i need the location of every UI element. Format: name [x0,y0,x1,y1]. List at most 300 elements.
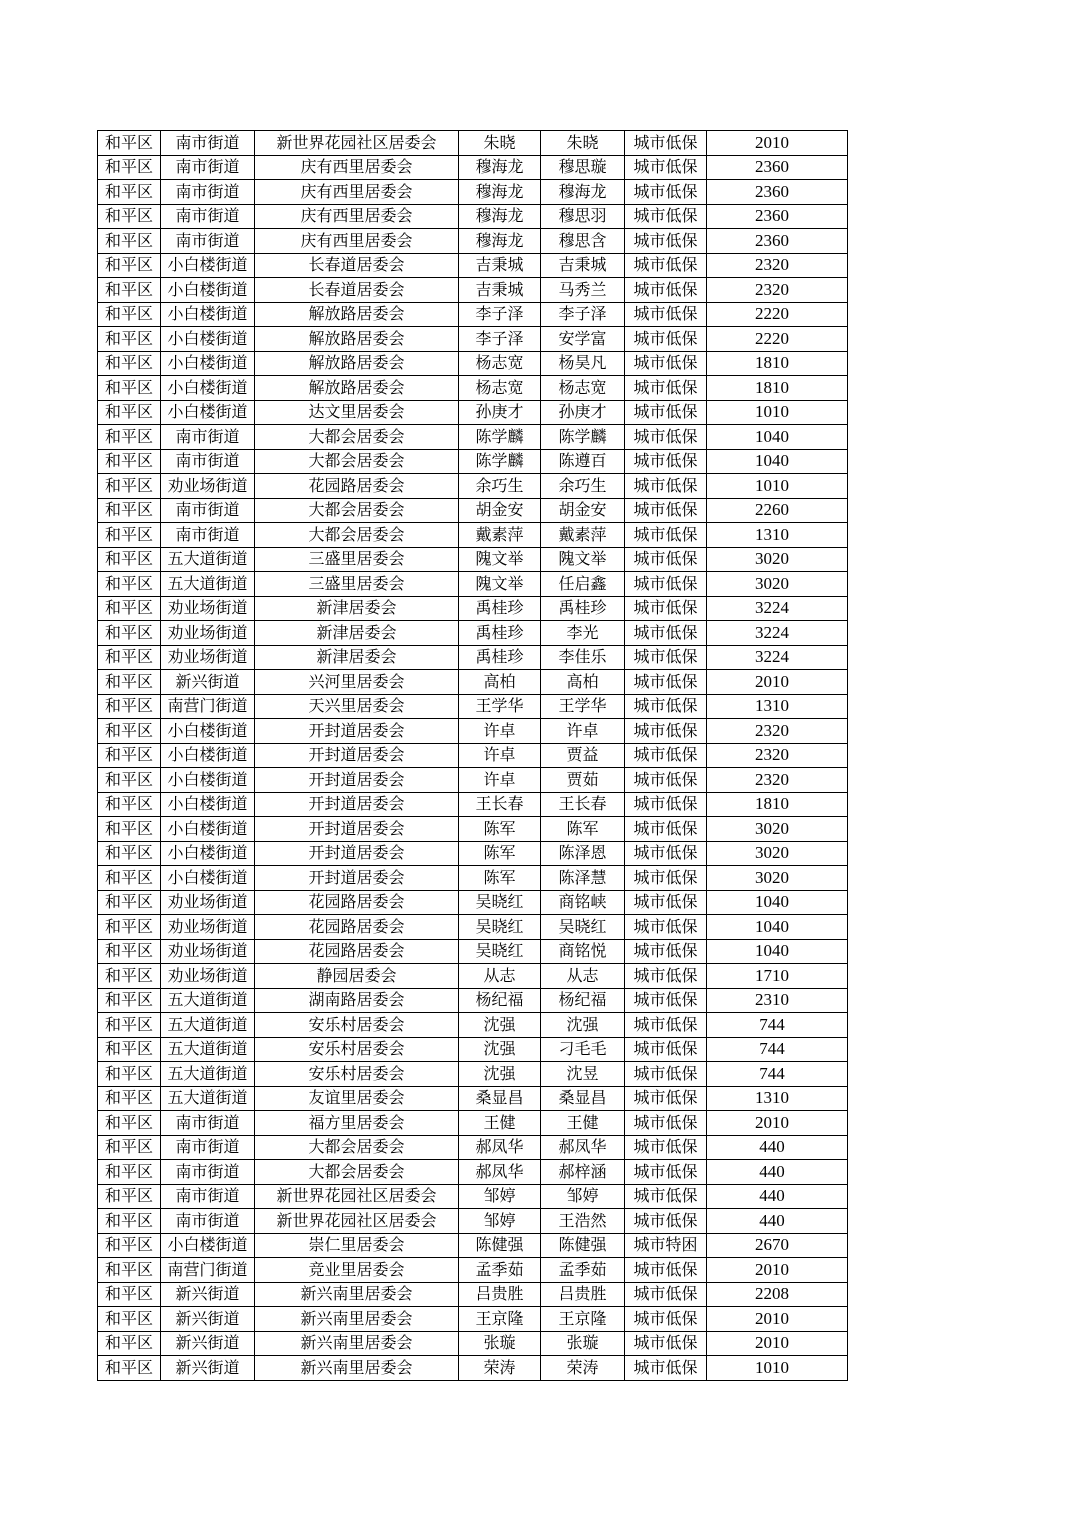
amount-cell: 1010 [707,1356,848,1381]
street-cell: 小白楼街道 [161,351,255,376]
district-cell: 和平区 [98,1013,161,1038]
amount-cell: 2360 [707,204,848,229]
street-cell: 劝业场街道 [161,964,255,989]
member-cell: 吕贵胜 [541,1282,625,1307]
applicant-cell: 郝凤华 [459,1160,541,1185]
member-cell: 陈军 [541,817,625,842]
member-cell: 郝梓涵 [541,1160,625,1185]
district-cell: 和平区 [98,964,161,989]
assistance-type-cell: 城市低保 [625,743,707,768]
applicant-cell: 杨纪福 [459,988,541,1013]
benefit-records-table [97,130,848,1381]
applicant-cell: 禹桂珍 [459,621,541,646]
table-row [98,547,848,572]
street-cell: 劝业场街道 [161,474,255,499]
assistance-type-cell: 城市低保 [625,1013,707,1038]
street-cell: 小白楼街道 [161,278,255,303]
street-cell: 劝业场街道 [161,621,255,646]
amount-cell: 1040 [707,890,848,915]
member-cell: 余巧生 [541,474,625,499]
amount-cell: 2010 [707,1331,848,1356]
assistance-type-cell: 城市低保 [625,719,707,744]
member-cell: 李佳乐 [541,645,625,670]
committee-cell: 新兴南里居委会 [255,1307,459,1332]
district-cell: 和平区 [98,1233,161,1258]
district-cell: 和平区 [98,768,161,793]
district-cell: 和平区 [98,1062,161,1087]
member-cell: 沈强 [541,1013,625,1038]
district-cell: 和平区 [98,817,161,842]
applicant-cell: 杨志宽 [459,351,541,376]
table-row [98,1184,848,1209]
assistance-type-cell: 城市特困 [625,1233,707,1258]
applicant-cell: 杨志宽 [459,376,541,401]
assistance-type-cell: 城市低保 [625,547,707,572]
member-cell: 郝凤华 [541,1135,625,1160]
committee-cell: 福方里居委会 [255,1111,459,1136]
table-row [98,1062,848,1087]
district-cell: 和平区 [98,743,161,768]
street-cell: 劝业场街道 [161,939,255,964]
committee-cell: 新津居委会 [255,621,459,646]
committee-cell: 长春道居委会 [255,253,459,278]
street-cell: 南市街道 [161,1209,255,1234]
member-cell: 贾茹 [541,768,625,793]
district-cell: 和平区 [98,1282,161,1307]
amount-cell: 3020 [707,572,848,597]
committee-cell: 湖南路居委会 [255,988,459,1013]
street-cell: 新兴街道 [161,1282,255,1307]
street-cell: 小白楼街道 [161,817,255,842]
table-row [98,1331,848,1356]
amount-cell: 1010 [707,474,848,499]
table-row [98,498,848,523]
street-cell: 五大道街道 [161,1037,255,1062]
district-cell: 和平区 [98,1356,161,1381]
committee-cell: 崇仁里居委会 [255,1233,459,1258]
street-cell: 小白楼街道 [161,327,255,352]
assistance-type-cell: 城市低保 [625,425,707,450]
street-cell: 劝业场街道 [161,596,255,621]
district-cell: 和平区 [98,449,161,474]
amount-cell: 2010 [707,1258,848,1283]
district-cell: 和平区 [98,425,161,450]
assistance-type-cell: 城市低保 [625,645,707,670]
table-row [98,719,848,744]
street-cell: 五大道街道 [161,1062,255,1087]
amount-cell: 3020 [707,817,848,842]
assistance-type-cell: 城市低保 [625,449,707,474]
street-cell: 南市街道 [161,155,255,180]
assistance-type-cell: 城市低保 [625,376,707,401]
assistance-type-cell: 城市低保 [625,817,707,842]
committee-cell: 庆有西里居委会 [255,229,459,254]
street-cell: 南市街道 [161,1111,255,1136]
assistance-type-cell: 城市低保 [625,180,707,205]
district-cell: 和平区 [98,866,161,891]
applicant-cell: 沈强 [459,1013,541,1038]
district-cell: 和平区 [98,351,161,376]
assistance-type-cell: 城市低保 [625,278,707,303]
amount-cell: 2220 [707,327,848,352]
assistance-type-cell: 城市低保 [625,964,707,989]
committee-cell: 花园路居委会 [255,474,459,499]
district-cell: 和平区 [98,498,161,523]
applicant-cell: 邹婷 [459,1184,541,1209]
street-cell: 五大道街道 [161,988,255,1013]
district-cell: 和平区 [98,155,161,180]
table-row [98,131,848,156]
street-cell: 五大道街道 [161,572,255,597]
assistance-type-cell: 城市低保 [625,1111,707,1136]
amount-cell: 744 [707,1037,848,1062]
committee-cell: 解放路居委会 [255,302,459,327]
assistance-type-cell: 城市低保 [625,1356,707,1381]
assistance-type-cell: 城市低保 [625,155,707,180]
street-cell: 小白楼街道 [161,253,255,278]
committee-cell: 新世界花园社区居委会 [255,1209,459,1234]
committee-cell: 天兴里居委会 [255,694,459,719]
applicant-cell: 陈学麟 [459,449,541,474]
member-cell: 陈学麟 [541,425,625,450]
district-cell: 和平区 [98,988,161,1013]
amount-cell: 1040 [707,915,848,940]
assistance-type-cell: 城市低保 [625,1135,707,1160]
table-row [98,694,848,719]
street-cell: 小白楼街道 [161,1233,255,1258]
street-cell: 南营门街道 [161,694,255,719]
amount-cell: 2320 [707,719,848,744]
committee-cell: 新津居委会 [255,596,459,621]
table-body [98,131,848,1381]
applicant-cell: 朱晓 [459,131,541,156]
amount-cell: 3224 [707,621,848,646]
amount-cell: 2360 [707,180,848,205]
applicant-cell: 吴晓红 [459,890,541,915]
applicant-cell: 穆海龙 [459,229,541,254]
member-cell: 李光 [541,621,625,646]
district-cell: 和平区 [98,572,161,597]
assistance-type-cell: 城市低保 [625,1209,707,1234]
district-cell: 和平区 [98,841,161,866]
assistance-type-cell: 城市低保 [625,694,707,719]
district-cell: 和平区 [98,1184,161,1209]
table-row [98,474,848,499]
member-cell: 安学富 [541,327,625,352]
applicant-cell: 陈学麟 [459,425,541,450]
member-cell: 穆思璇 [541,155,625,180]
table-row [98,841,848,866]
table-row [98,988,848,1013]
committee-cell: 安乐村居委会 [255,1013,459,1038]
table-row [98,939,848,964]
table-row [98,180,848,205]
table-row [98,449,848,474]
applicant-cell: 吴晓红 [459,939,541,964]
committee-cell: 新津居委会 [255,645,459,670]
committee-cell: 庆有西里居委会 [255,155,459,180]
committee-cell: 开封道居委会 [255,866,459,891]
committee-cell: 开封道居委会 [255,743,459,768]
street-cell: 小白楼街道 [161,841,255,866]
street-cell: 南市街道 [161,1160,255,1185]
member-cell: 陈泽慧 [541,866,625,891]
table-row [98,1111,848,1136]
amount-cell: 3020 [707,841,848,866]
assistance-type-cell: 城市低保 [625,1086,707,1111]
assistance-type-cell: 城市低保 [625,939,707,964]
committee-cell: 开封道居委会 [255,841,459,866]
member-cell: 荣涛 [541,1356,625,1381]
amount-cell: 2670 [707,1233,848,1258]
applicant-cell: 孙庚才 [459,400,541,425]
committee-cell: 兴河里居委会 [255,670,459,695]
committee-cell: 花园路居委会 [255,939,459,964]
applicant-cell: 许卓 [459,743,541,768]
member-cell: 隗文举 [541,547,625,572]
amount-cell: 1710 [707,964,848,989]
applicant-cell: 禹桂珍 [459,645,541,670]
member-cell: 杨纪福 [541,988,625,1013]
amount-cell: 1040 [707,425,848,450]
amount-cell: 1010 [707,400,848,425]
table-row [98,1233,848,1258]
committee-cell: 解放路居委会 [255,351,459,376]
committee-cell: 大都会居委会 [255,1135,459,1160]
street-cell: 劝业场街道 [161,890,255,915]
applicant-cell: 许卓 [459,719,541,744]
table-row [98,964,848,989]
committee-cell: 新兴南里居委会 [255,1331,459,1356]
assistance-type-cell: 城市低保 [625,1160,707,1185]
applicant-cell: 张璇 [459,1331,541,1356]
applicant-cell: 穆海龙 [459,155,541,180]
member-cell: 任启鑫 [541,572,625,597]
committee-cell: 庆有西里居委会 [255,180,459,205]
amount-cell: 1810 [707,376,848,401]
district-cell: 和平区 [98,670,161,695]
table-row [98,1160,848,1185]
assistance-type-cell: 城市低保 [625,866,707,891]
applicant-cell: 许卓 [459,768,541,793]
applicant-cell: 戴素萍 [459,523,541,548]
amount-cell: 3020 [707,866,848,891]
applicant-cell: 吕贵胜 [459,1282,541,1307]
street-cell: 小白楼街道 [161,792,255,817]
assistance-type-cell: 城市低保 [625,1282,707,1307]
table-row [98,400,848,425]
assistance-type-cell: 城市低保 [625,1062,707,1087]
member-cell: 张璇 [541,1331,625,1356]
amount-cell: 1040 [707,449,848,474]
applicant-cell: 李子泽 [459,302,541,327]
table-row [98,1282,848,1307]
member-cell: 桑显昌 [541,1086,625,1111]
applicant-cell: 陈健强 [459,1233,541,1258]
district-cell: 和平区 [98,792,161,817]
member-cell: 戴素萍 [541,523,625,548]
street-cell: 五大道街道 [161,1086,255,1111]
member-cell: 陈泽恩 [541,841,625,866]
member-cell: 高柏 [541,670,625,695]
member-cell: 商铭峡 [541,890,625,915]
assistance-type-cell: 城市低保 [625,498,707,523]
member-cell: 朱晓 [541,131,625,156]
table-row [98,351,848,376]
committee-cell: 开封道居委会 [255,792,459,817]
assistance-type-cell: 城市低保 [625,792,707,817]
table-row [98,1258,848,1283]
member-cell: 王长春 [541,792,625,817]
street-cell: 南市街道 [161,449,255,474]
applicant-cell: 陈军 [459,866,541,891]
applicant-cell: 隗文举 [459,572,541,597]
member-cell: 从志 [541,964,625,989]
applicant-cell: 李子泽 [459,327,541,352]
district-cell: 和平区 [98,621,161,646]
table-row [98,915,848,940]
assistance-type-cell: 城市低保 [625,670,707,695]
street-cell: 新兴街道 [161,670,255,695]
table-row [98,155,848,180]
amount-cell: 2010 [707,1307,848,1332]
table-row [98,1086,848,1111]
member-cell: 王健 [541,1111,625,1136]
committee-cell: 三盛里居委会 [255,572,459,597]
member-cell: 商铭悦 [541,939,625,964]
amount-cell: 440 [707,1160,848,1185]
committee-cell: 大都会居委会 [255,425,459,450]
member-cell: 胡金安 [541,498,625,523]
amount-cell: 2360 [707,155,848,180]
member-cell: 贾益 [541,743,625,768]
committee-cell: 新兴南里居委会 [255,1282,459,1307]
street-cell: 南市街道 [161,131,255,156]
amount-cell: 744 [707,1062,848,1087]
street-cell: 小白楼街道 [161,866,255,891]
district-cell: 和平区 [98,229,161,254]
table-row [98,1209,848,1234]
member-cell: 孙庚才 [541,400,625,425]
table-row [98,523,848,548]
table-row [98,817,848,842]
street-cell: 新兴街道 [161,1356,255,1381]
table-row [98,890,848,915]
street-cell: 南市街道 [161,425,255,450]
table-row [98,1037,848,1062]
applicant-cell: 吉秉城 [459,253,541,278]
applicant-cell: 王健 [459,1111,541,1136]
member-cell: 刁毛毛 [541,1037,625,1062]
table-row [98,572,848,597]
committee-cell: 三盛里居委会 [255,547,459,572]
assistance-type-cell: 城市低保 [625,572,707,597]
table-row [98,1013,848,1038]
district-cell: 和平区 [98,327,161,352]
amount-cell: 2320 [707,253,848,278]
street-cell: 南市街道 [161,1135,255,1160]
assistance-type-cell: 城市低保 [625,253,707,278]
table-row [98,743,848,768]
district-cell: 和平区 [98,253,161,278]
assistance-type-cell: 城市低保 [625,204,707,229]
member-cell: 吴晓红 [541,915,625,940]
district-cell: 和平区 [98,400,161,425]
assistance-type-cell: 城市低保 [625,1307,707,1332]
table-row [98,253,848,278]
district-cell: 和平区 [98,939,161,964]
district-cell: 和平区 [98,596,161,621]
street-cell: 五大道街道 [161,547,255,572]
amount-cell: 1310 [707,694,848,719]
committee-cell: 大都会居委会 [255,449,459,474]
district-cell: 和平区 [98,131,161,156]
applicant-cell: 郝凤华 [459,1135,541,1160]
assistance-type-cell: 城市低保 [625,1258,707,1283]
applicant-cell: 王学华 [459,694,541,719]
applicant-cell: 高柏 [459,670,541,695]
table-row [98,621,848,646]
applicant-cell: 穆海龙 [459,204,541,229]
assistance-type-cell: 城市低保 [625,302,707,327]
amount-cell: 2010 [707,670,848,695]
district-cell: 和平区 [98,302,161,327]
street-cell: 劝业场街道 [161,915,255,940]
table-row [98,204,848,229]
table-row [98,376,848,401]
assistance-type-cell: 城市低保 [625,523,707,548]
applicant-cell: 荣涛 [459,1356,541,1381]
assistance-type-cell: 城市低保 [625,596,707,621]
amount-cell: 2010 [707,1111,848,1136]
amount-cell: 440 [707,1135,848,1160]
district-cell: 和平区 [98,523,161,548]
assistance-type-cell: 城市低保 [625,131,707,156]
district-cell: 和平区 [98,547,161,572]
member-cell: 禹桂珍 [541,596,625,621]
committee-cell: 解放路居委会 [255,376,459,401]
table-row [98,792,848,817]
district-cell: 和平区 [98,1209,161,1234]
committee-cell: 大都会居委会 [255,523,459,548]
district-cell: 和平区 [98,180,161,205]
district-cell: 和平区 [98,890,161,915]
applicant-cell: 禹桂珍 [459,596,541,621]
street-cell: 劝业场街道 [161,645,255,670]
amount-cell: 1310 [707,523,848,548]
applicant-cell: 沈强 [459,1037,541,1062]
applicant-cell: 陈军 [459,841,541,866]
table-row [98,645,848,670]
applicant-cell: 吴晓红 [459,915,541,940]
applicant-cell: 沈强 [459,1062,541,1087]
assistance-type-cell: 城市低保 [625,229,707,254]
table-row [98,866,848,891]
street-cell: 南营门街道 [161,1258,255,1283]
table-row [98,425,848,450]
committee-cell: 长春道居委会 [255,278,459,303]
member-cell: 王京隆 [541,1307,625,1332]
member-cell: 吉秉城 [541,253,625,278]
committee-cell: 花园路居委会 [255,890,459,915]
committee-cell: 开封道居委会 [255,768,459,793]
assistance-type-cell: 城市低保 [625,841,707,866]
table-row [98,1135,848,1160]
committee-cell: 庆有西里居委会 [255,204,459,229]
district-cell: 和平区 [98,1135,161,1160]
district-cell: 和平区 [98,719,161,744]
committee-cell: 大都会居委会 [255,498,459,523]
